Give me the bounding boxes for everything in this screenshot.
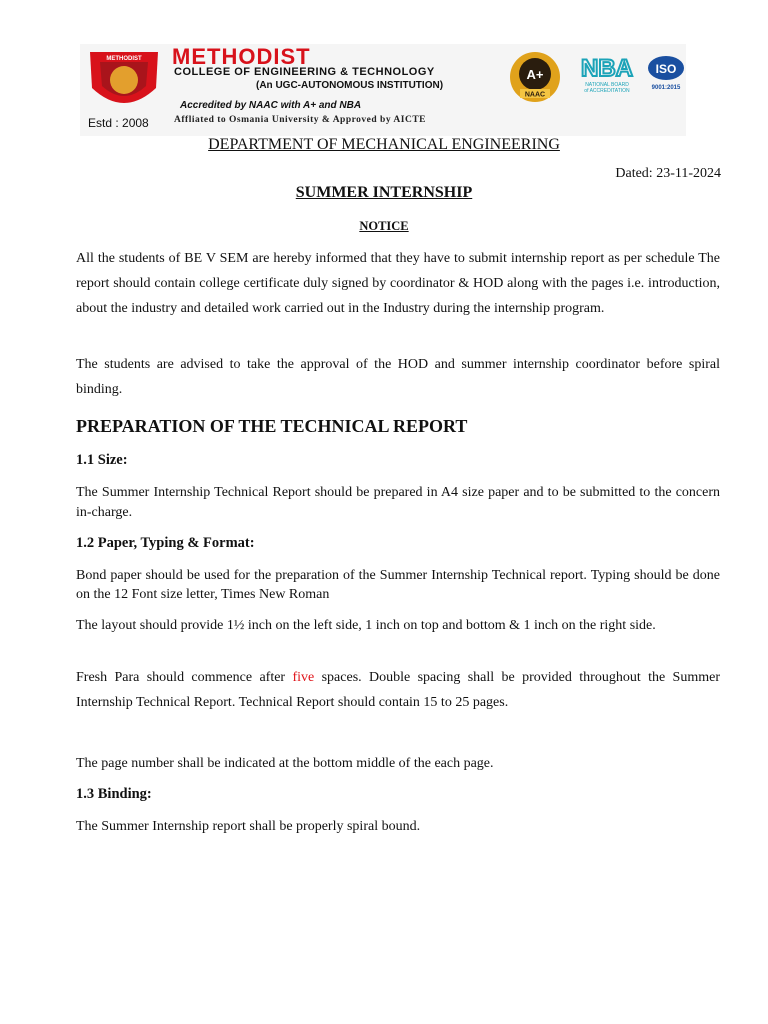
binding-heading: 1.3 Binding: <box>76 786 152 802</box>
size-heading: 1.1 Size: <box>76 452 128 468</box>
iso-logo-icon <box>646 52 686 92</box>
naac-badge-icon <box>508 50 562 104</box>
paper-heading: 1.2 Paper, Typing & Format: <box>76 535 255 551</box>
letterhead <box>80 44 686 136</box>
svg-text:NAAC: NAAC <box>524 91 546 99</box>
section-heading: PREPARATION OF THE TECHNICAL REPORT <box>76 416 468 436</box>
paper-paragraph: Bond paper should be used for the preparation of the Summer Internship Technical report. Typing should be done on the 12 Font size letter, Times New Roman <box>76 568 720 602</box>
affiliation-line: Affliated to Osmania University & Approved by AICTE <box>174 115 427 125</box>
size-paragraph: The Summer Internship Technical Report should be prepared in A4 size paper and to be submitted to the concern in-charge. <box>76 485 720 520</box>
accreditation-line: Accredited by NAAC with A+ and NBA <box>180 100 362 111</box>
notice-date: Dated: 23-11-2024 <box>615 166 721 181</box>
document-title: SUMMER INTERNSHIP <box>295 184 473 201</box>
intro-paragraph: All the students of BE V SEM are hereby informed that they have to submit internship report as per schedule The report should contain college certificate duly signed by coordinator & HOD along with the pages i.e. introduction, about the industry and detailed work carried out in the Industry during the internship program. <box>76 251 720 316</box>
established-year: Estd : 2008 <box>88 116 149 130</box>
svg-text:of ACCREDITATION: of ACCREDITATION <box>584 88 630 94</box>
nba-logo-icon <box>577 52 637 96</box>
college-autonomous: (An UGC-AUTONOMOUS INSTITUTION) <box>256 80 444 91</box>
college-subtitle: COLLEGE OF ENGINEERING & TECHNOLOGY <box>174 66 435 78</box>
svg-text:METHODIST: METHODIST <box>106 56 142 62</box>
highlighted-word: five <box>292 670 315 685</box>
svg-text:A+: A+ <box>526 67 544 82</box>
fresh-para-text-after: spaces. Double spacing shall be provided throughout the Summer Internship Technical Report. Technical Report should contain 15 to 25 pages. <box>76 670 720 710</box>
fresh-para-text-before: Fresh Para should commence after <box>76 670 286 685</box>
page-number-paragraph: The page number shall be indicated at the bottom middle of the each page. <box>76 756 494 771</box>
notice-label: NOTICE <box>359 219 409 233</box>
approval-paragraph: The students are advised to take the approval of the HOD and summer internship coordinator before spiral binding. <box>76 357 720 397</box>
svg-text:NATIONAL BOARD: NATIONAL BOARD <box>585 82 629 88</box>
college-crest-logo <box>86 48 162 116</box>
college-name: METHODIST <box>172 44 311 69</box>
svg-text:ISO: ISO <box>655 62 677 76</box>
department-title: DEPARTMENT OF MECHANICAL ENGINEERING <box>208 136 560 153</box>
svg-text:9001:2015: 9001:2015 <box>651 85 681 91</box>
svg-text:NBA: NBA <box>581 55 633 82</box>
binding-paragraph: The Summer Internship report shall be properly spiral bound. <box>76 819 421 834</box>
fresh-para-paragraph <box>76 665 720 715</box>
layout-paragraph: The layout should provide 1½ inch on the left side, 1 inch on top and bottom & 1 inch on the right side. <box>76 618 656 633</box>
